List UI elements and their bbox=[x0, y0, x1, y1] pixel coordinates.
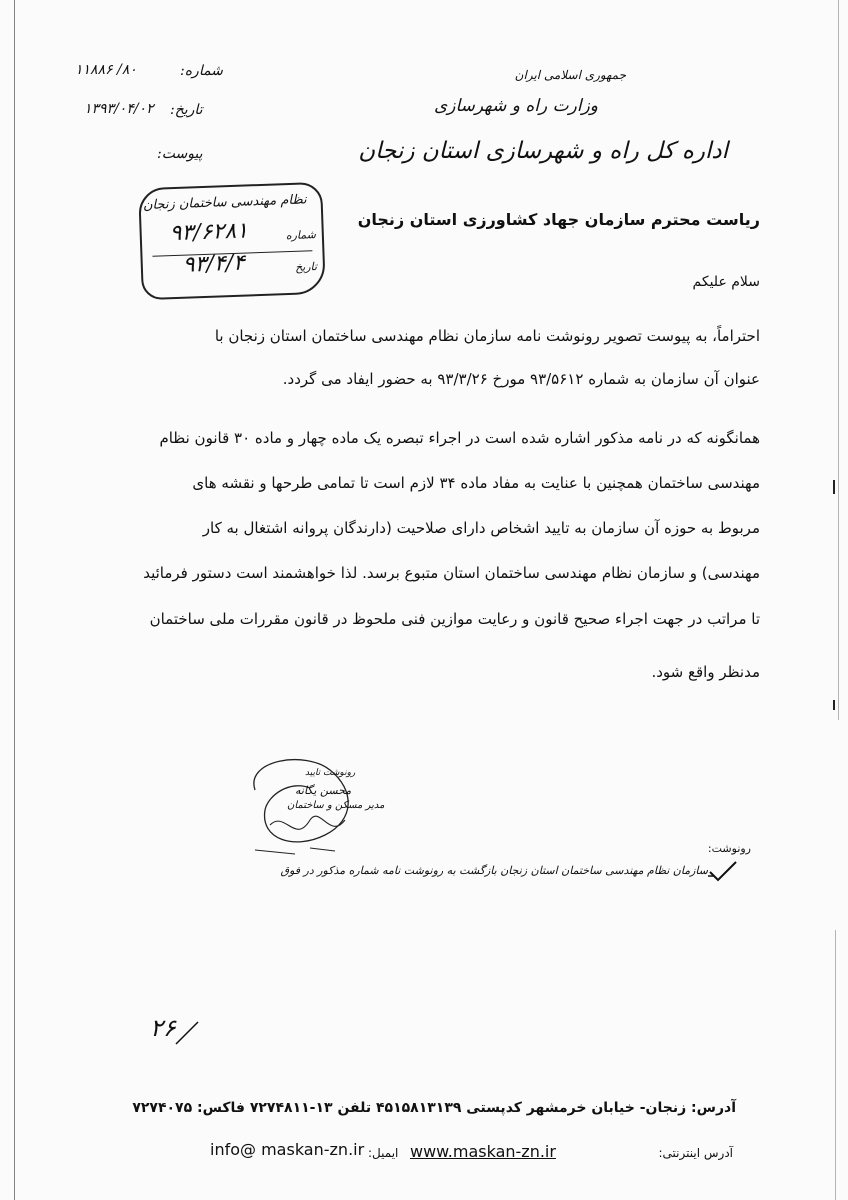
stamp-number-value: ۹۳/۶۲۸۱ bbox=[169, 218, 249, 247]
body-p2-line2: مهندسی ساختمان همچنین با عنایت به مفاد ماده ۳۴ لازم است تا تمامی طرحها و نقشه های bbox=[192, 474, 760, 492]
scan-right-edge bbox=[838, 0, 839, 720]
greeting: سلام علیکم bbox=[692, 274, 760, 290]
attachment-label: پیوست: bbox=[157, 146, 203, 162]
signatory-name: محسن یگانه bbox=[295, 784, 352, 797]
recipient: ریاست محترم سازمان جهاد کشاورزی استان زنجان bbox=[357, 210, 760, 229]
date-value: ۱۳۹۳/۰۴/۰۲ bbox=[84, 101, 154, 117]
footer-web-link[interactable]: www.maskan-zn.ir bbox=[410, 1142, 556, 1161]
signatory-title: مدیر مسکن و ساختمان bbox=[287, 800, 385, 811]
body-p2-line3: مربوط به حوزه آن سازمان به تایید اشخاص دارای صلاحیت (دارندگان پروانه اشتغال به کار bbox=[202, 519, 760, 537]
stamp-org: نظام مهندسی ساختمان زنجان bbox=[142, 192, 307, 214]
checkmark-icon bbox=[706, 860, 740, 886]
scan-mark bbox=[833, 700, 835, 710]
stamp-number-label: شماره bbox=[285, 228, 317, 243]
letterhead-republic: جمهوری اسلامی ایران bbox=[514, 68, 626, 82]
cc-label: رونوشت: bbox=[707, 842, 751, 855]
body-p2-line5: تا مراتب در جهت اجراء صحیح قانون و رعایت موازین فنی ملحوظ در قانون مقررات ملی ساختمان bbox=[149, 610, 760, 628]
footer-web-label: آدرس اینترنتی: bbox=[658, 1146, 733, 1160]
body-p2-line4: مهندسی) و سازمان نظام مهندسی ساختمان استان متبوع برسد. لذا خواهشمند است دستور فرمائید bbox=[143, 564, 760, 582]
signature bbox=[235, 750, 385, 860]
signature-note: رونوشت تایید bbox=[305, 768, 356, 778]
stamp-date-value: ۹۳/۴/۴ bbox=[182, 250, 246, 278]
footer-address: آدرس: زنجان- خیابان خرمشهر کدپستی ۴۵۱۵۸۱۳۱۳۹ تلفن ۱۳-۷۲۷۴۸۱۱ فاکس: ۷۲۷۴۰۷۵ bbox=[132, 1100, 736, 1116]
footer-email-label: ایمیل: bbox=[368, 1146, 399, 1160]
scan-mark bbox=[833, 480, 835, 494]
footer-email[interactable]: info@ maskan-zn.ir bbox=[210, 1140, 365, 1159]
body-p2-line1: همانگونه که در نامه مذکور اشاره شده است در اجراء تبصره یک ماده چهار و ماده ۳۰ قانون نظام bbox=[159, 429, 760, 447]
handwritten-note: ۲۶ bbox=[150, 1014, 176, 1042]
body-p1-line1: احتراماً، به پیوست تصویر رونوشت نامه سازمان نظام مهندسی ساختمان استان زنجان با bbox=[214, 327, 760, 345]
body-p1-line2: عنوان آن سازمان به شماره ۹۳/۵۶۱۲ مورخ ۹۳/۳/۲۶ به حضور ایفاد می گردد. bbox=[282, 370, 760, 388]
scan-right-edge-lower bbox=[835, 930, 836, 1200]
scan-left-edge bbox=[14, 0, 15, 1200]
stamp-date-label: تاریخ bbox=[294, 260, 318, 274]
number-label: شماره: bbox=[180, 63, 223, 79]
letterhead-office: اداره کل راه و شهرسازی استان زنجان bbox=[358, 138, 728, 164]
received-stamp bbox=[138, 182, 326, 300]
handwritten-stroke-icon bbox=[172, 1018, 202, 1048]
number-value: ۱۱۸۸۶ /۸۰ bbox=[75, 62, 137, 78]
letterhead-ministry: وزارت راه و شهرسازی bbox=[433, 96, 598, 116]
body-p2-line6: مدنظر واقع شود. bbox=[651, 663, 760, 681]
date-label: تاریخ: bbox=[170, 102, 203, 118]
cc-item: سازمان نظام مهندسی ساختمان استان زنجان بازگشت به رونوشت نامه شماره مذکور در فوق bbox=[280, 864, 708, 877]
